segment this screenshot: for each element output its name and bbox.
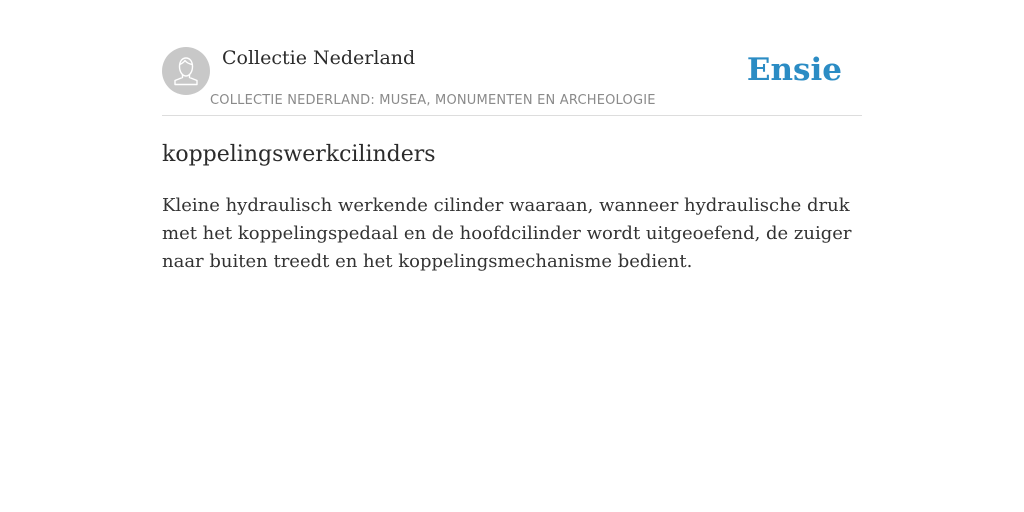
entry-term-title: koppelingswerkcilinders [162, 142, 436, 167]
source-label[interactable]: COLLECTIE NEDERLAND: MUSEA, MONUMENTEN EN ARCHEOLOGIE [210, 93, 656, 108]
entry-card [162, 46, 862, 276]
ensie-logo[interactable]: Ensie [746, 52, 842, 88]
user-silhouette-icon [162, 47, 210, 95]
author-name-link[interactable]: Collectie Nederland [222, 47, 416, 69]
entry-definition: Kleine hydraulisch werkende cilinder waaraan, wanneer hydraulische druk met het koppelingspedaal en de hoofdcilinder wordt uitgeoefend, de zuiger naar buiten treedt en het koppelingsmechanisme bedient. [162, 195, 852, 272]
user-avatar-icon[interactable] [162, 47, 210, 95]
entry-header [162, 46, 862, 116]
